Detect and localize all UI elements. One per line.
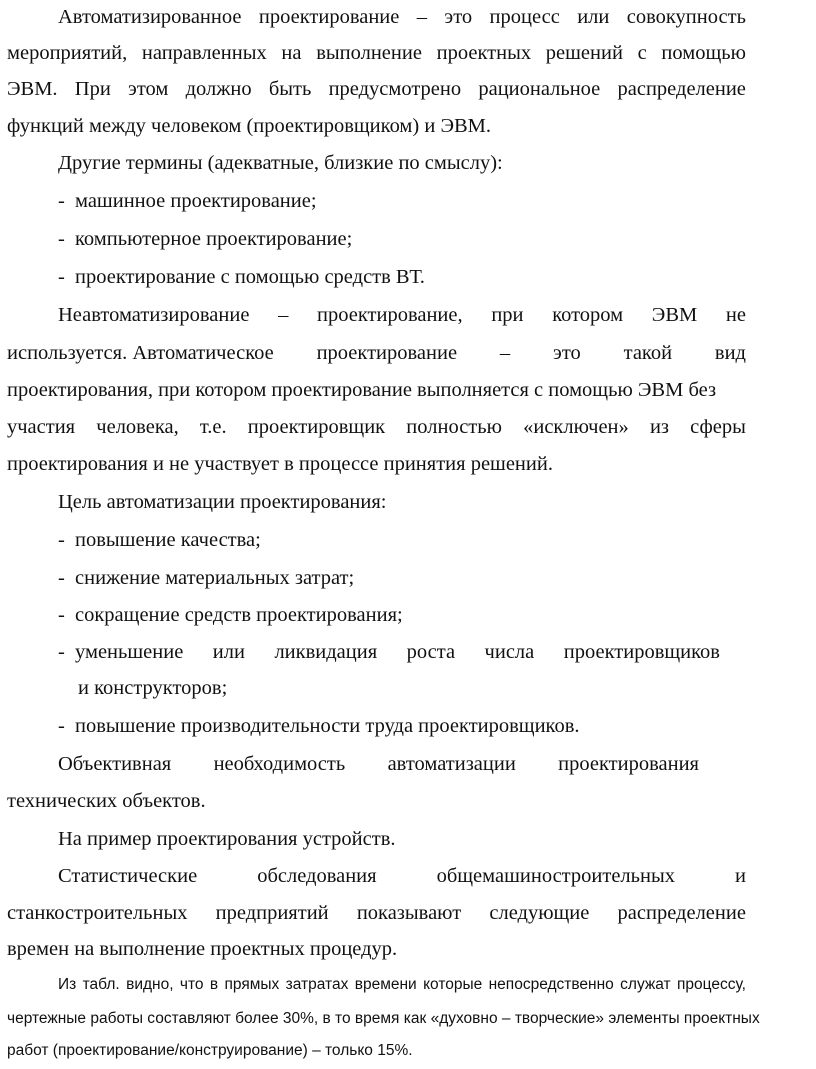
word: из [649,416,670,438]
terms-item-text: машинное проектирование; [75,190,317,212]
word: непосредственно [488,976,614,993]
word: ЭВМ. [7,78,58,100]
word: роста [406,641,456,663]
word: табл. [82,976,120,993]
word: или [212,641,245,663]
para4-line2 [7,901,746,925]
word: должно [185,78,252,100]
word: обследования [257,865,377,887]
word: Статистические [58,865,198,887]
goals-item4-continuation: и конструкторов; [78,677,228,699]
goals-item-text: снижение материальных затрат; [75,567,355,589]
word: Из [58,976,77,993]
word: совокупность [626,6,746,28]
word: – [499,342,511,364]
bullet-dash: - [58,228,65,250]
word: на [281,42,302,64]
word: проектировщик [247,416,386,438]
para4-line3: времен на выполнение проектных процедур. [7,938,398,960]
word: служат [620,976,671,993]
para3-line2: технических объектов. [7,790,206,812]
word: быть [268,78,312,100]
word: видно, [126,976,174,993]
para1-line2 [7,41,746,65]
goals-item4-text [75,640,720,664]
word: т.е. [199,416,227,438]
bullet-dash: - [58,715,65,737]
word: необходимость [213,753,346,775]
para3-line1 [58,752,699,776]
word: помощью [661,42,746,64]
word: участия [7,416,76,438]
word: решений [545,42,623,64]
word: при [491,304,524,326]
word: проектирование [316,342,458,364]
bullet-dash: - [58,641,65,663]
para2-line2 [7,341,746,365]
word: этом [128,78,169,100]
word: автоматизации [387,753,516,775]
example-line: На пример проектирования устройств. [58,828,396,850]
word: Автоматизированное [58,6,242,28]
para2-line4 [7,415,746,439]
para1-line4: функций между человеком (проектировщиком) и ЭВМ. [7,115,492,137]
word: котором [552,304,624,326]
word: числа [484,641,535,663]
word: проектирование [258,6,400,28]
terms-item-text: проектирование с помощью средств ВТ. [75,266,425,288]
bullet-dash: - [58,604,65,626]
word: направленных [141,42,267,64]
word: времени [354,976,417,993]
word: полностью [406,416,502,438]
word: что [179,976,204,993]
word: процесс [489,6,560,28]
word: это [553,342,581,364]
note-line2: чертежные работы составляют более 30%, в то время как «духовно – творческие» элементы проектных [7,1010,760,1027]
bullet-dash: - [58,567,65,589]
goals-item-text: повышение производительности труда проектировщиков. [75,715,580,737]
word: Неавтоматизирование [58,304,250,326]
word: не [725,304,746,326]
word: прямых [224,976,280,993]
word: вид [714,342,746,364]
word: рациональное [478,78,601,100]
word: мероприятий, [7,42,128,64]
goals-item-text: сокращение средств проектирования; [75,604,403,626]
terms-heading: Другие термины (адекватные, близкие по смыслу): [58,152,503,174]
note-line3: работ (проектирование/конструирование) – только 15%. [7,1042,413,1059]
terms-item-text: компьютерное проектирование; [75,228,353,250]
para2-line3: проектирования, при котором проектирование выполняется с помощью ЭВМ без [7,379,717,401]
word: станкостроительных [7,902,188,924]
word: «исключен» [523,416,629,438]
word: ликвидация [274,641,378,663]
para2-line1 [58,303,746,327]
word: сферы [690,416,746,438]
word: которые [423,976,483,993]
word: в [209,976,219,993]
word: – [416,6,428,28]
word: распределение [617,902,746,924]
word: человека, [96,416,179,438]
word: с [637,42,647,64]
para1-line1 [58,5,746,29]
word: предприятий [215,902,329,924]
word: или [577,6,610,28]
goals-heading: Цель автоматизации проектирования: [58,491,387,513]
bullet-dash: - [58,190,65,212]
word: общемашиностроительных [436,865,675,887]
word: показывают [356,902,462,924]
note-line1 [58,975,746,995]
word: проектирование, [317,304,463,326]
word: выполнение [316,42,422,64]
bullet-dash: - [58,529,65,551]
word: уменьшение [75,641,184,663]
word: Объективная [58,753,172,775]
word: – [278,304,289,326]
word: предусмотрено [328,78,462,100]
word: и [735,865,746,887]
word: затратах [285,976,349,993]
word: При [74,78,111,100]
word: процессу, [677,976,746,993]
word: проектировщиков [563,641,720,663]
word: используется. Автоматическое [7,342,274,364]
goals-item-text: повышение качества; [75,529,261,551]
para1-line3 [7,77,746,101]
para4-line1 [58,864,746,888]
word: такой [623,342,673,364]
bullet-dash: - [58,266,65,288]
word: следующие [489,902,590,924]
word: ЭВМ [651,304,698,326]
word: проектирования [558,753,699,775]
word: распределение [617,78,746,100]
para2-line5: проектирования и не участвует в процессе принятия решений. [7,453,553,475]
word: проектных [436,42,532,64]
word: это [444,6,473,28]
